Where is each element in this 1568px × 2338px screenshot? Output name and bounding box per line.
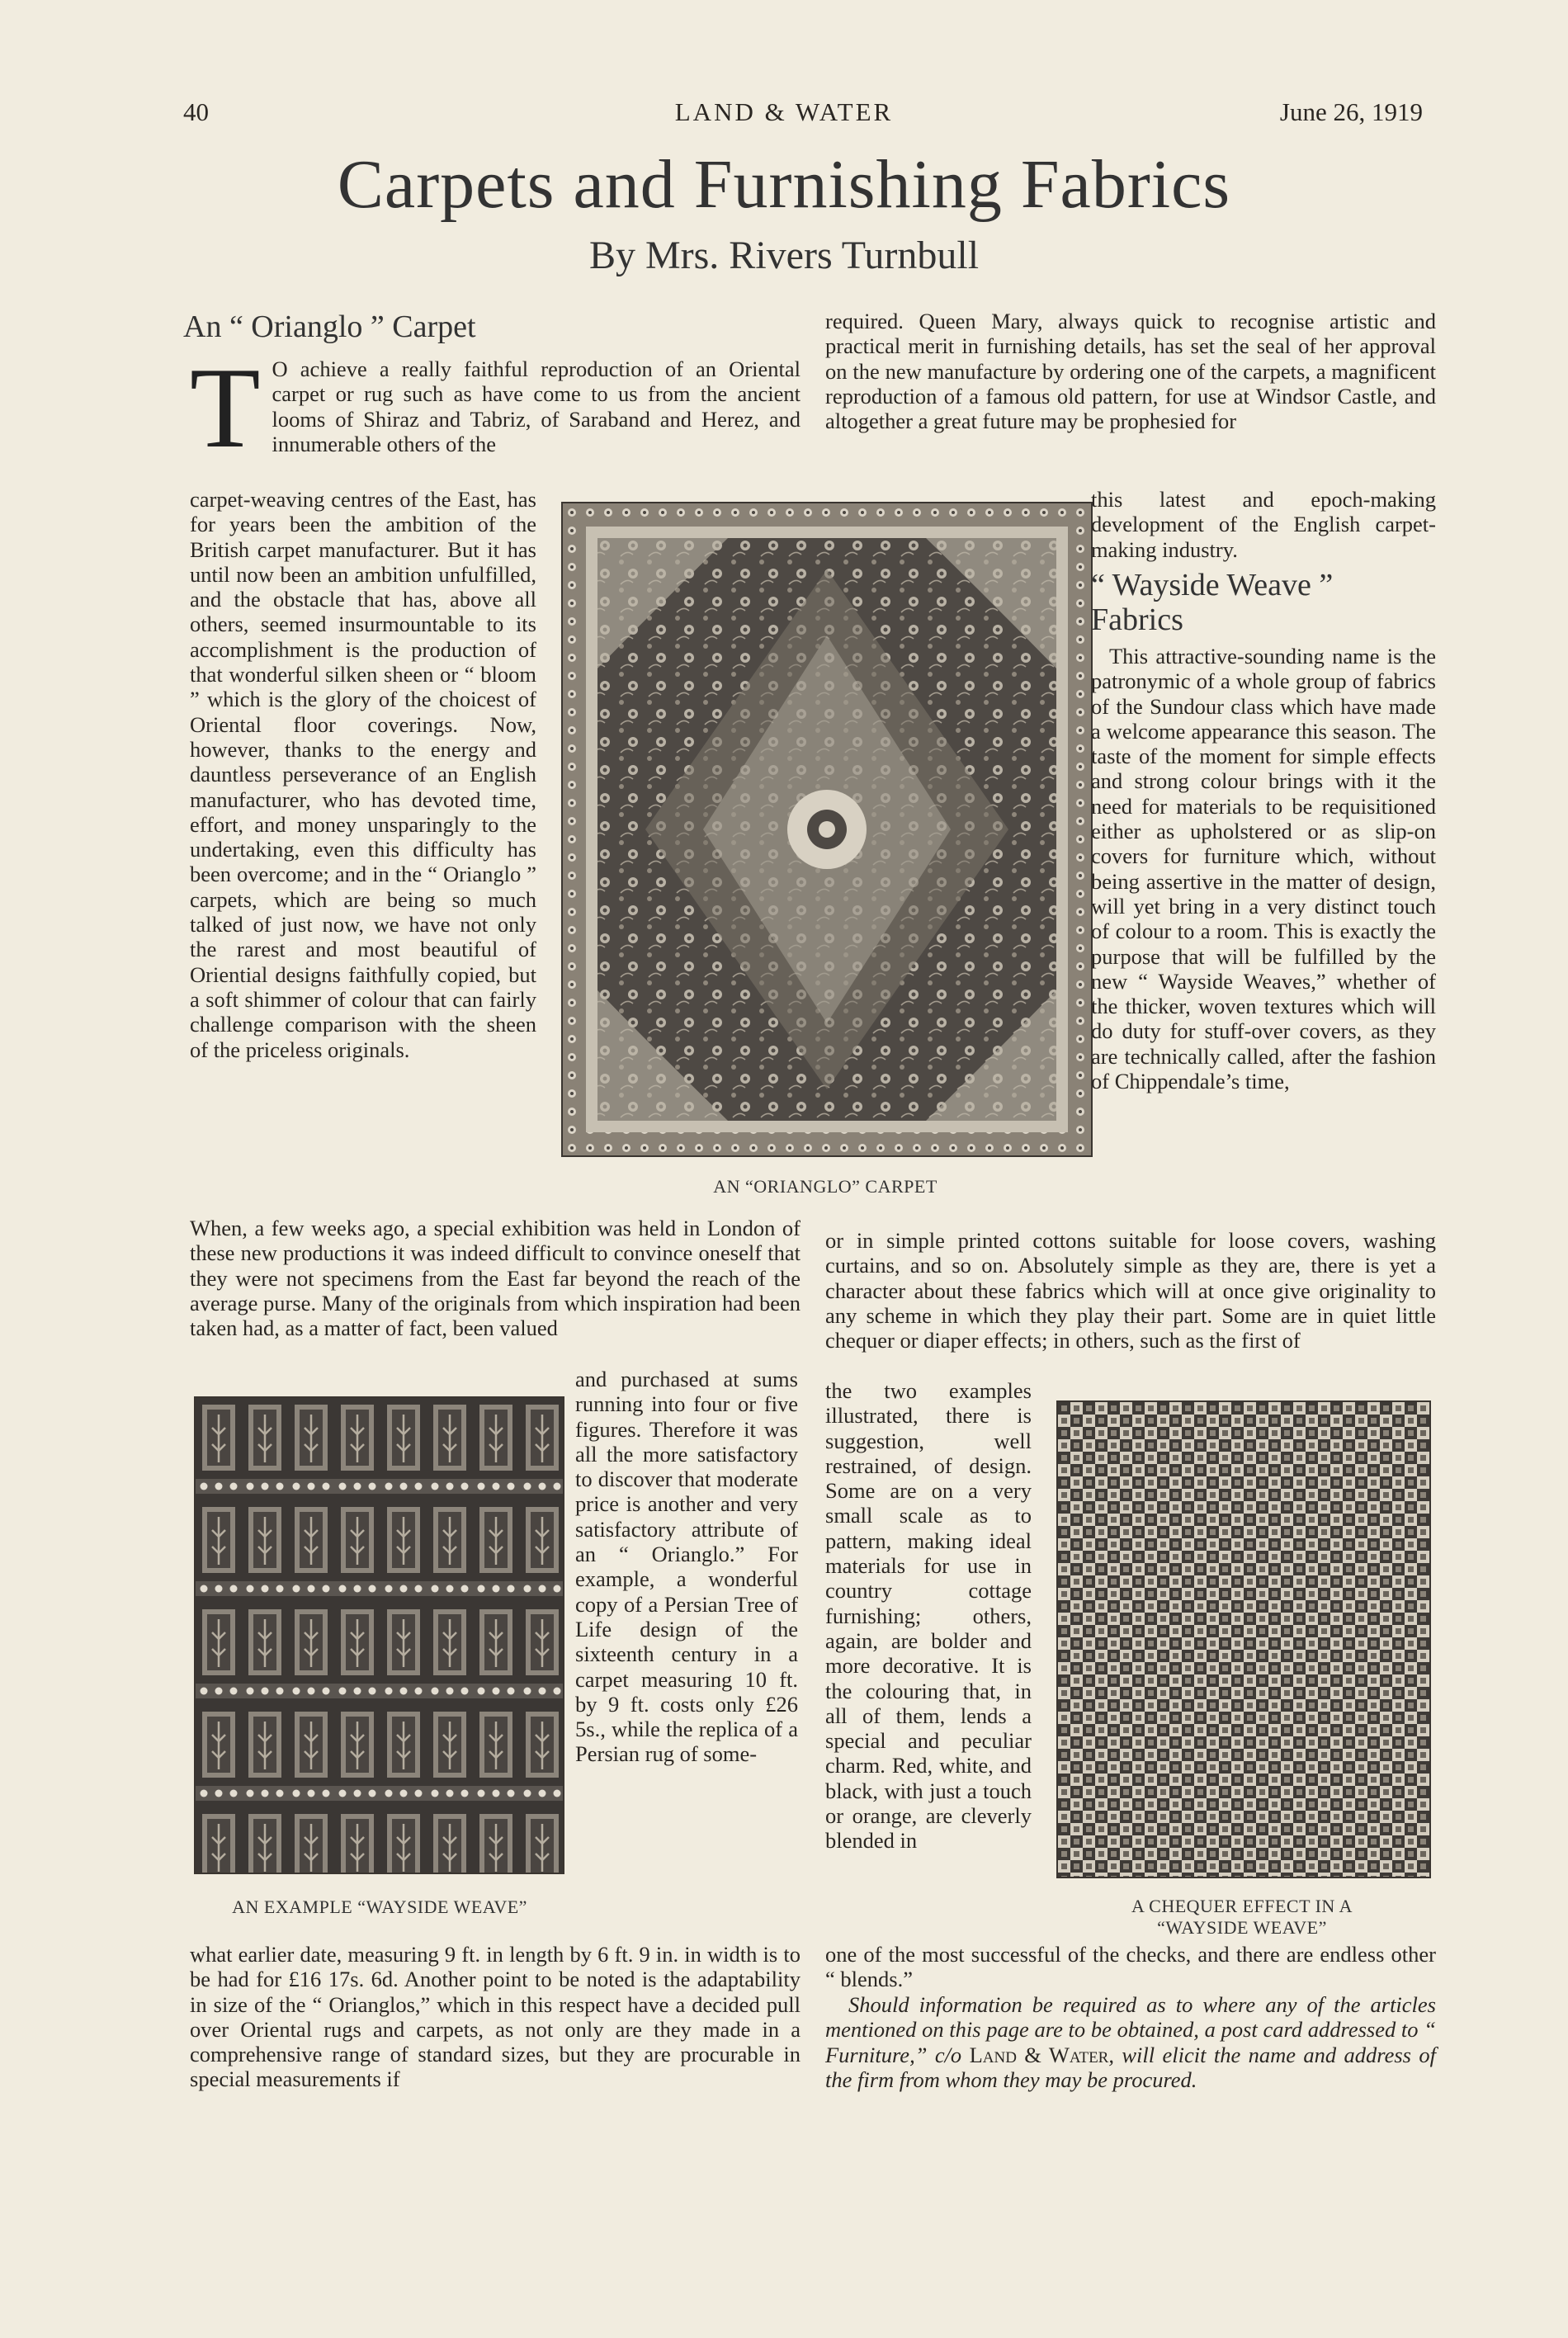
body-exhibition-paragraph: When, a few weeks ago, a special exhibition was held in London of these new productions it was indeed difficult to convince oneself that they were not specimens from the East far beyond the reach of the average purse. Many of the originals from which inspiration had been taken had, as a matter of fact, been valued	[190, 1216, 801, 1341]
intro-paragraph	[190, 344, 801, 472]
body-colouring-column: the two examples illustrated, there is suggestion, well restrained, of design. Some are on a very small scale as to pattern, making ideal materials for use in country cottage furnishing; others, again, are bolder and more decorative. It is the colouring that, in all of them, lends a special and peculiar charm. Red, white, and black, with just a touch or orange, are cleverly blended in	[825, 1378, 1032, 1854]
weave-caption: AN EXAMPLE “WAYSIDE WEAVE”	[232, 1896, 527, 1917]
section-heading-orianglo: An “ Orianglo ” Carpet	[183, 309, 476, 344]
body-left-column: carpet-weaving centres of the East, has for years been the ambition of the British carpet manufacturer. But it has until now been an ambition unfulfilled, and the obstacle that has, above all others, seemed insurmountable to its accomplishment is the production of that wonderful silken sheen or “ bloom ” which is the glory of the choicest of Oriental floor coverings. Now, however, thanks to the energy and dauntless perseverance of an English manufacturer, who has devoted time, effort, and money unsparingly to the undertaking, even this difficulty has been overcome; and in the “ Orianglo ” carpets, which are being so much talked of just now, we have not only the rarest and most beautiful of Oriential designs faithfully copied, but a soft shimmer of colour that can fairly challenge comparison with the sheen of the priceless originals.	[190, 487, 536, 1062]
body-character-paragraph: or in simple printed cottons suitable for loose covers, washing curtains, and so on. Absolutely simple as they are, there is yet a character about these fabrics which will at once give originality to any scheme in which they play their part. Some are in quiet little chequer or diaper effects; in others, such as the first of	[825, 1228, 1436, 1353]
section-heading-wayside-weave	[1091, 568, 1333, 637]
issue-date: June 26, 1919	[1279, 97, 1423, 126]
chequer-fabric-illustration	[1058, 1402, 1429, 1877]
section-heading-line2: Fabrics	[1091, 602, 1183, 637]
body-final-paragraph: one of the most successful of the checks, and there are endless other “ blends.”	[825, 1942, 1436, 1992]
carpet-illustration	[563, 503, 1091, 1155]
page-number: 40	[183, 97, 209, 126]
article-title: Carpets and Furnishing Fabrics	[337, 146, 1231, 223]
body-queen-mary-paragraph: required. Queen Mary, always quick to recognise artistic and practical merit in furnishing details, has set the seal of her approval on the new manufacture by ordering one of the carpets, a magnificent reproduction of a famous old pattern, for use at Windsor Castle, and altogether a great future may be prophesied for	[825, 309, 1436, 434]
carpet-caption: AN “ORIANGLO” CARPET	[713, 1176, 937, 1197]
article-byline: By Mrs. Rivers Turnbull	[588, 234, 980, 277]
chequer-caption	[1048, 1896, 1436, 1939]
body-price-column: and purchased at sums running into four or five figures. Therefore it was all the more satisfactory to discover that moderate price is another and very satisfactory attribute of an “ Orianglo.” For example, a wonderful copy of a Persian Tree of Life design of the sixteenth century in a carpet measuring 10 ft. by 9 ft. costs only £26 5s., while the replica of a Persian rug of some-	[575, 1367, 798, 1767]
wayside-weave-example-image	[194, 1396, 564, 1874]
intro-text: O achieve a really faithful reproduction of an Oriental carpet or rug such as have come to us from the ancient looms of Shiraz and Tabriz, of Saraband and Herez, and innumerable others of the	[272, 357, 801, 456]
chequer-caption-line1: A CHEQUER EFFECT IN A	[1131, 1896, 1353, 1916]
body-industry-conclusion: this latest and epoch-making development of the English carpet-making industry.	[1091, 487, 1436, 562]
body-adaptability-paragraph: what earlier date, measuring 9 ft. in length by 6 ft. 9 in. in width is to be had for £16 17s. 6d. Another point to be noted is the adaptability in size of the “ Orianglos,” which in this respect have a decided pull over Oriental rugs and carpets, as not only are they made in a comprehensive range of standard sizes, but they are procurable in special measurements if	[190, 1942, 801, 2092]
orianglo-carpet-image	[561, 502, 1093, 1157]
body-wayside-intro: This attractive-sounding name is the patronymic of a whole group of fabrics of the Sundour class which have made a welcome appearance this season. The taste of the moment for simple effects and strong colour brings with it the need for materials to be requisitioned either as upholstered or as slip-on covers for furniture which, without being assertive in the matter of design, will yet bring in a very distinct touch of colour to a room. This is exactly the purpose that will be fulfilled by the new “ Wayside Weaves,” whether of the thicker, woven textures which will do duty for stuff-over covers, as they are technically called, after the fashion of Chippendale’s time,	[1091, 644, 1436, 1094]
chequer-effect-image	[1056, 1400, 1431, 1878]
chequer-caption-line2: “WAYSIDE WEAVE”	[1157, 1917, 1327, 1938]
reader-note-magazine: Land & Water	[969, 2042, 1109, 2067]
section-heading-line1: “ Wayside Weave ”	[1091, 568, 1334, 602]
reader-note-text-b: , will elicit the name and address of the firm from whom they may be procured.	[825, 2042, 1436, 2092]
publication-name: LAND & WATER	[674, 97, 894, 126]
reader-note	[825, 1992, 1436, 2092]
reader-note-text-a: Should information be required as to where any of the articles mentioned on this page are to be obtained, a post card addressed to “ Furniture,” c/o	[825, 1992, 1436, 2067]
weave-fabric-illustration	[196, 1398, 563, 1873]
drop-cap: T	[190, 344, 261, 472]
